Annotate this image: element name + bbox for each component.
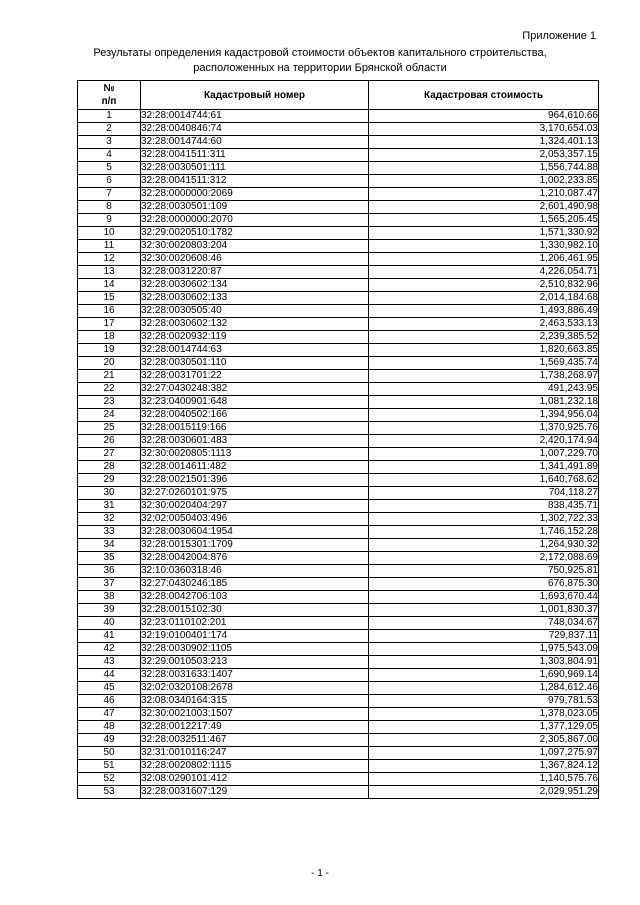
table-row [78, 682, 599, 695]
table-row [78, 643, 599, 656]
row-number: 46 [78, 695, 141, 708]
row-number: 35 [78, 552, 141, 565]
row-number: 4 [78, 149, 141, 162]
header-number-abbrev: п/п [101, 96, 117, 107]
row-number: 34 [78, 539, 141, 552]
cadastral-number: 32:28:0030505:40 [141, 305, 369, 318]
cadastral-number: 32:28:0030601:483 [141, 435, 369, 448]
cadastral-value: 979,781.53 [369, 695, 599, 708]
cadastral-value: 1,370,925.76 [369, 422, 599, 435]
cadastral-number: 32:28:0015102:30 [141, 604, 369, 617]
table-row [78, 370, 599, 383]
cadastral-value: 1,571,330.92 [369, 227, 599, 240]
row-number: 39 [78, 604, 141, 617]
cadastral-number: 32:29:0020510:1782 [141, 227, 369, 240]
cadastral-value: 2,305,867.00 [369, 734, 599, 747]
cadastral-number: 32:30:0020608:46 [141, 253, 369, 266]
table-row [78, 422, 599, 435]
cadastral-value: 2,172,088.69 [369, 552, 599, 565]
header-cadastral-value: Кадастровая стоимость [369, 81, 599, 110]
cadastral-number: 32:28:0015301:1709 [141, 539, 369, 552]
cadastral-value: 1,081,232.18 [369, 396, 599, 409]
row-number: 38 [78, 591, 141, 604]
cadastral-number: 32:08:0340164:315 [141, 695, 369, 708]
table-row [78, 591, 599, 604]
cadastral-value: 704,118.27 [369, 487, 599, 500]
row-number: 24 [78, 409, 141, 422]
table-row [78, 292, 599, 305]
cadastral-number: 32:27:0260101:975 [141, 487, 369, 500]
row-number: 48 [78, 721, 141, 734]
row-number: 16 [78, 305, 141, 318]
table-row [78, 734, 599, 747]
table-row [78, 669, 599, 682]
cadastral-value: 1,324,401.13 [369, 136, 599, 149]
table-row [78, 305, 599, 318]
cadastral-number: 32:28:0000000:2069 [141, 188, 369, 201]
cadastral-number: 32:23:0110102:201 [141, 617, 369, 630]
table-body [78, 110, 599, 799]
table-row [78, 214, 599, 227]
row-number: 10 [78, 227, 141, 240]
table-row [78, 630, 599, 643]
row-number: 49 [78, 734, 141, 747]
cadastral-number: 32:28:0031607:129 [141, 786, 369, 799]
row-number: 32 [78, 513, 141, 526]
table-row [78, 110, 599, 123]
cadastral-value: 750,925.81 [369, 565, 599, 578]
cadastral-number: 32:28:0014744:63 [141, 344, 369, 357]
cadastral-value: 1,097,275.97 [369, 747, 599, 760]
cadastral-number: 32:28:0030602:134 [141, 279, 369, 292]
row-number: 13 [78, 266, 141, 279]
cadastral-value: 1,820,663.85 [369, 344, 599, 357]
title-line-1: Результаты определения кадастровой стоимости объектов капитального строительства, [93, 47, 547, 59]
row-number: 44 [78, 669, 141, 682]
cadastral-value: 491,243.95 [369, 383, 599, 396]
table-row [78, 474, 599, 487]
cadastral-value: 2,463,533.13 [369, 318, 599, 331]
table-row [78, 578, 599, 591]
cadastral-value: 1,975,543.09 [369, 643, 599, 656]
row-number: 26 [78, 435, 141, 448]
table-row [78, 409, 599, 422]
cadastral-number: 32:28:0042004:876 [141, 552, 369, 565]
row-number: 33 [78, 526, 141, 539]
header-number-sign: № [103, 83, 115, 94]
document-title [60, 46, 580, 76]
row-number: 12 [78, 253, 141, 266]
table-row [78, 318, 599, 331]
cadastral-number: 32:28:0041511:311 [141, 149, 369, 162]
table-row [78, 396, 599, 409]
cadastral-number: 32:29:0010503:213 [141, 656, 369, 669]
table-row [78, 786, 599, 799]
row-number: 18 [78, 331, 141, 344]
cadastral-value: 1,640,768.62 [369, 474, 599, 487]
table-row [78, 721, 599, 734]
table-row [78, 331, 599, 344]
cadastral-number: 32:28:0031220:87 [141, 266, 369, 279]
cadastral-value: 1,693,670.44 [369, 591, 599, 604]
cadastral-value: 3,170,654.03 [369, 123, 599, 136]
cadastral-value: 676,875.30 [369, 578, 599, 591]
cadastral-value: 838,435.71 [369, 500, 599, 513]
table-row [78, 253, 599, 266]
table-row [78, 773, 599, 786]
cadastral-value: 1,001,830.37 [369, 604, 599, 617]
row-number: 45 [78, 682, 141, 695]
cadastral-value: 1,284,612.46 [369, 682, 599, 695]
cadastral-number: 32:19:0100401:174 [141, 630, 369, 643]
header-cadastral-number: Кадастровый номер [141, 81, 369, 110]
row-number: 9 [78, 214, 141, 227]
table-row [78, 708, 599, 721]
row-number: 5 [78, 162, 141, 175]
row-number: 20 [78, 357, 141, 370]
cadastral-value: 1,302,722.33 [369, 513, 599, 526]
cadastral-number: 32:28:0015119:166 [141, 422, 369, 435]
row-number: 36 [78, 565, 141, 578]
table-row [78, 162, 599, 175]
row-number: 31 [78, 500, 141, 513]
cadastral-number: 32:28:0040846:74 [141, 123, 369, 136]
cadastral-number: 32:28:0014744:60 [141, 136, 369, 149]
table-row [78, 357, 599, 370]
cadastral-value: 1,556,744.88 [369, 162, 599, 175]
table-row [78, 513, 599, 526]
table-row [78, 526, 599, 539]
title-line-2: расположенных на территории Брянской области [193, 62, 447, 74]
cadastral-number: 32:30:0020803:204 [141, 240, 369, 253]
table-row [78, 461, 599, 474]
cadastral-number: 32:28:0030602:133 [141, 292, 369, 305]
row-number: 29 [78, 474, 141, 487]
table-row [78, 344, 599, 357]
cadastral-number: 32:28:0000000:2070 [141, 214, 369, 227]
table-row [78, 435, 599, 448]
cadastral-number: 32:28:0020802:1115 [141, 760, 369, 773]
cadastral-value: 1,140,575.76 [369, 773, 599, 786]
cadastral-number: 32:30:0021003:1507 [141, 708, 369, 721]
cadastral-number: 32:28:0032511:467 [141, 734, 369, 747]
cadastral-number: 32:28:0040502:166 [141, 409, 369, 422]
row-number: 8 [78, 201, 141, 214]
cadastral-value: 964,610.66 [369, 110, 599, 123]
table-row [78, 188, 599, 201]
cadastral-value: 1,264,930.32 [369, 539, 599, 552]
table-row [78, 448, 599, 461]
cadastral-value: 2,053,357.15 [369, 149, 599, 162]
cadastral-value: 1,206,461.95 [369, 253, 599, 266]
cadastral-number: 32:23:0400901:648 [141, 396, 369, 409]
cadastral-number: 32:28:0041511:312 [141, 175, 369, 188]
cadastral-number: 32:28:0021501:396 [141, 474, 369, 487]
cadastral-number: 32:30:0020805:1113 [141, 448, 369, 461]
cadastral-value: 1,746,152.28 [369, 526, 599, 539]
cadastral-number: 32:28:0042706:103 [141, 591, 369, 604]
page-number: - 1 - [311, 868, 329, 879]
row-number: 41 [78, 630, 141, 643]
cadastral-value: 1,569,435.74 [369, 357, 599, 370]
header-row-number [78, 81, 141, 110]
row-number: 52 [78, 773, 141, 786]
table-row [78, 565, 599, 578]
cadastral-number: 32:28:0031633:1407 [141, 669, 369, 682]
cadastral-value: 1,210,087.47 [369, 188, 599, 201]
row-number: 21 [78, 370, 141, 383]
table-header-row [78, 81, 599, 110]
cadastral-value: 1,493,886.49 [369, 305, 599, 318]
row-number: 50 [78, 747, 141, 760]
table-row [78, 149, 599, 162]
row-number: 3 [78, 136, 141, 149]
row-number: 47 [78, 708, 141, 721]
row-number: 51 [78, 760, 141, 773]
table-row [78, 760, 599, 773]
row-number: 1 [78, 110, 141, 123]
appendix-label: Приложение 1 [522, 30, 596, 42]
cadastral-value: 2,510,832.96 [369, 279, 599, 292]
cadastral-number: 32:31:0010116:247 [141, 747, 369, 760]
cadastral-value: 2,420,174.94 [369, 435, 599, 448]
table-row [78, 552, 599, 565]
cadastral-number: 32:28:0030501:110 [141, 357, 369, 370]
row-number: 25 [78, 422, 141, 435]
cadastral-value: 1,565,205.45 [369, 214, 599, 227]
row-number: 37 [78, 578, 141, 591]
row-number: 22 [78, 383, 141, 396]
cadastral-number: 32:28:0014744:61 [141, 110, 369, 123]
table-row [78, 227, 599, 240]
cadastral-value: 1,303,804.91 [369, 656, 599, 669]
table-row [78, 123, 599, 136]
cadastral-number: 32:10:0360318:46 [141, 565, 369, 578]
table-row [78, 617, 599, 630]
row-number: 42 [78, 643, 141, 656]
row-number: 28 [78, 461, 141, 474]
cadastral-number: 32:28:0031701:22 [141, 370, 369, 383]
cadastral-number: 32:08:0290101:412 [141, 773, 369, 786]
cadastral-value: 748,034.67 [369, 617, 599, 630]
cadastral-value: 2,014,184.68 [369, 292, 599, 305]
cadastral-value: 1,002,233.85 [369, 175, 599, 188]
row-number: 2 [78, 123, 141, 136]
row-number: 53 [78, 786, 141, 799]
cadastral-value: 4,226,054.71 [369, 266, 599, 279]
table-row [78, 487, 599, 500]
cadastral-number: 32:28:0030902:1105 [141, 643, 369, 656]
table-row [78, 539, 599, 552]
cadastral-value: 1,394,956.04 [369, 409, 599, 422]
cadastral-value: 1,377,129.05 [369, 721, 599, 734]
cadastral-number: 32:28:0030501:109 [141, 201, 369, 214]
cadastral-number: 32:28:0030602:132 [141, 318, 369, 331]
cadastral-value: 1,367,824.12 [369, 760, 599, 773]
row-number: 40 [78, 617, 141, 630]
table-row [78, 266, 599, 279]
cadastral-number: 32:27:0430248:382 [141, 383, 369, 396]
cadastral-value: 1,690,969.14 [369, 669, 599, 682]
cadastral-value: 1,007,229.70 [369, 448, 599, 461]
cadastral-value: 2,601,490.98 [369, 201, 599, 214]
cadastral-number: 32:28:0014611:482 [141, 461, 369, 474]
cadastral-number: 32:28:0020932:119 [141, 331, 369, 344]
table-row [78, 604, 599, 617]
row-number: 15 [78, 292, 141, 305]
cadastral-value: 1,738,268.97 [369, 370, 599, 383]
row-number: 14 [78, 279, 141, 292]
row-number: 30 [78, 487, 141, 500]
row-number: 6 [78, 175, 141, 188]
cadastral-value: 2,239,385.52 [369, 331, 599, 344]
table-row [78, 136, 599, 149]
row-number: 17 [78, 318, 141, 331]
table-row [78, 279, 599, 292]
cadastral-number: 32:27:0430246:185 [141, 578, 369, 591]
cadastral-value: 1,330,982.10 [369, 240, 599, 253]
cadastral-number: 32:28:0030604:1954 [141, 526, 369, 539]
table-row [78, 383, 599, 396]
table-row [78, 747, 599, 760]
cadastral-value-table [77, 80, 599, 799]
cadastral-value: 2,029,951.29 [369, 786, 599, 799]
row-number: 43 [78, 656, 141, 669]
table-row [78, 240, 599, 253]
table-row [78, 500, 599, 513]
cadastral-value: 1,378,023.05 [369, 708, 599, 721]
row-number: 19 [78, 344, 141, 357]
cadastral-number: 32:02:0320108:2678 [141, 682, 369, 695]
row-number: 7 [78, 188, 141, 201]
cadastral-number: 32:30:0020404:297 [141, 500, 369, 513]
cadastral-value: 1,341,491.89 [369, 461, 599, 474]
row-number: 27 [78, 448, 141, 461]
table-row [78, 695, 599, 708]
table-row [78, 175, 599, 188]
cadastral-value: 729,837.11 [369, 630, 599, 643]
table-row [78, 656, 599, 669]
table-row [78, 201, 599, 214]
cadastral-number: 32:28:0012217:49 [141, 721, 369, 734]
row-number: 11 [78, 240, 141, 253]
cadastral-number: 32:02:0050403:496 [141, 513, 369, 526]
row-number: 23 [78, 396, 141, 409]
cadastral-number: 32:28:0030501:111 [141, 162, 369, 175]
